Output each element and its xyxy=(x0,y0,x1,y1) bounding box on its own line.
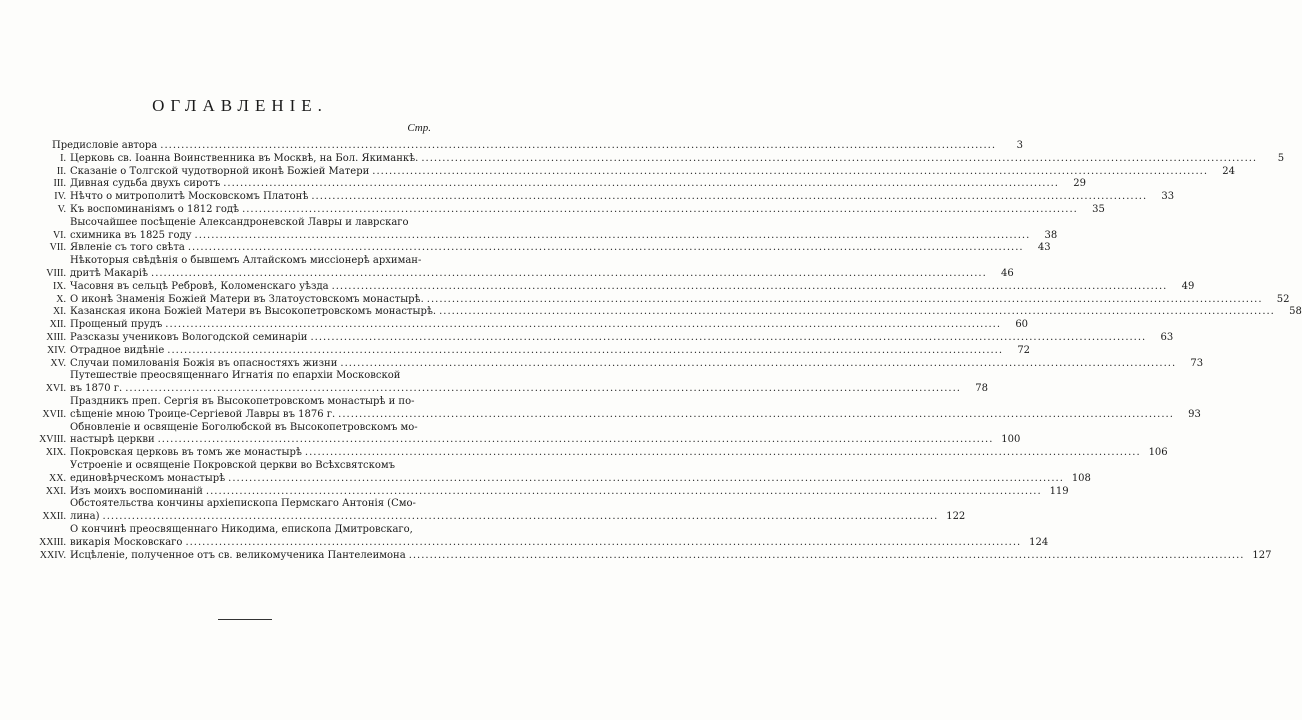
toc-entry-page: 124 xyxy=(1029,536,1049,548)
toc-entry-title: настырѣ церкви xyxy=(70,434,155,446)
toc-entry-title: Церковь св. Іоанна Воинственника въ Москвѣ, на Бол. Якиманкѣ. xyxy=(70,152,419,164)
dot-leader: ........................................................................................................................................................................................................ xyxy=(331,280,1168,292)
toc-entry-page: 43 xyxy=(1037,242,1051,254)
toc-entry xyxy=(30,523,1049,550)
toc-entry-page: 49 xyxy=(1181,280,1195,292)
toc-entry-number: XIV. xyxy=(47,344,66,356)
toc-entry-number: XIX. xyxy=(45,447,66,459)
dot-leader: ........................................................................................................................................................................................................ xyxy=(223,178,1059,190)
toc-entry-title: Казанская икона Божіей Матери въ Высокопетровскомъ монастырѣ. xyxy=(70,306,437,318)
toc-entry xyxy=(30,152,1285,166)
toc-entry-page: 73 xyxy=(1190,357,1204,369)
toc-entry-title: Обновленіе и освященіе Боголюбской въ Высокопетровскомъ мо- xyxy=(70,421,418,433)
dot-leader: ........................................................................................................................................................................................................ xyxy=(228,472,1064,484)
toc-entry xyxy=(30,203,1105,217)
dot-leader: ........................................................................................................................................................................................................ xyxy=(185,536,1022,548)
toc-entry-page: 52 xyxy=(1276,293,1290,305)
toc-entry-number: XVIII. xyxy=(39,434,66,446)
toc-entry-title: Нѣчто о митрополитѣ Московскомъ Платонѣ xyxy=(70,191,309,203)
page-title: ОГЛАВЛЕНІЕ. xyxy=(152,96,328,115)
toc-entry xyxy=(30,485,1069,499)
toc-entry-page: 24 xyxy=(1222,165,1236,177)
toc-entry-title: Случаи помилованія Божія въ опасностяхъ жизни xyxy=(70,357,338,369)
dot-leader: ........................................................................................................................................................................................................ xyxy=(311,191,1148,203)
dot-leader: ........................................................................................................................................................................................................ xyxy=(372,165,1209,177)
toc-entry xyxy=(30,191,1175,204)
toc-entry-number: X. xyxy=(56,293,66,305)
toc-entry-title: Нѣкоторыя свѣдѣнія о бывшемъ Алтайскомъ миссіонерѣ архиман- xyxy=(70,255,422,267)
dot-leader: ........................................................................................................................................................................................................ xyxy=(125,383,961,395)
toc-entry-title: Обстоятельства кончины архіепископа Пермскаго Антонія (Смо- xyxy=(70,498,416,510)
dot-leader: ........................................................................................................................................................................................................ xyxy=(187,242,1024,254)
toc-entry-title: Сказаніе о Толгской чудотворной иконѣ Божіей Матери xyxy=(70,165,370,177)
toc-entry-title: Устроеніе и освященіе Покровской церкви во Всѣхсвятскомъ xyxy=(70,459,395,471)
toc-entry-title: сѣщеніе мною Троице-Сергіевой Лавры въ 1876 г. xyxy=(70,408,336,420)
toc-entry-page: 5 xyxy=(1277,152,1285,164)
toc-entry-number: VI. xyxy=(52,229,66,241)
toc-entry-page: 106 xyxy=(1148,447,1168,459)
toc-entry-number: XV. xyxy=(50,357,66,369)
dot-leader: ........................................................................................................................................................................................................ xyxy=(157,434,994,446)
toc-entry-page: 33 xyxy=(1161,191,1175,203)
toc-entry xyxy=(30,344,1031,358)
toc-entry-title: единовѣрческомъ монастырѣ xyxy=(70,472,226,484)
toc-entry-title: Праздникъ преп. Сергія въ Высокопетровскомъ монастырѣ и по- xyxy=(70,395,415,407)
toc-entry-title: схимника въ 1825 году xyxy=(70,229,192,241)
toc-entry-number: XXI. xyxy=(45,485,66,497)
toc-entry-title: О иконѣ Знаменія Божіей Матери въ Златоустовскомъ монастырѣ. xyxy=(70,293,424,305)
toc-entry xyxy=(30,549,1272,563)
toc-entry-title: викарія Московскаго xyxy=(70,536,183,548)
toc-entry xyxy=(30,370,988,396)
toc-entry xyxy=(30,165,1236,179)
toc-entry-title: Предисловіе автора xyxy=(52,140,158,151)
toc-entry xyxy=(30,140,1024,153)
dot-leader: ........................................................................................................................................................................................................ xyxy=(165,319,1002,331)
toc-entry-number: XX. xyxy=(49,472,66,484)
toc-entry-number: V. xyxy=(57,203,66,215)
toc-entry xyxy=(30,280,1195,294)
toc-entry-page: 93 xyxy=(1188,408,1201,420)
closing-rule xyxy=(218,619,272,620)
toc-entry-page: 78 xyxy=(975,383,988,395)
dot-leader: ........................................................................................................................................................................................................ xyxy=(167,344,1004,356)
toc-entry-title: Высочайшее посѣщеніе Александроневской Лавры и лаврскаго xyxy=(70,216,409,228)
toc-entry-page: 100 xyxy=(1001,434,1021,446)
toc-entry-title: Изъ моихъ воспоминаній xyxy=(70,485,203,497)
toc-entry-number: VII. xyxy=(49,242,66,254)
toc-entry-page: 38 xyxy=(1044,229,1058,241)
dot-leader: ........................................................................................................................................................................................................ xyxy=(426,293,1263,305)
toc-entry-page: 29 xyxy=(1073,178,1086,190)
toc-entry-page: 46 xyxy=(1001,267,1014,279)
toc-entry xyxy=(30,447,1168,460)
toc-entry-title: Прощеный прудъ xyxy=(70,319,163,331)
toc-entry-title: О кончинѣ преосвященнаго Никодима, епископа Дмитровскаго, xyxy=(70,523,413,535)
dot-leader: ........................................................................................................................................................................................................ xyxy=(205,485,1042,497)
toc-entry xyxy=(30,255,1014,281)
dot-leader: ........................................................................................................................................................................................................ xyxy=(304,447,1141,459)
toc-entry-number: IV. xyxy=(54,191,66,203)
toc-entry-title: лина) xyxy=(70,511,100,523)
toc-entry-page: 108 xyxy=(1071,472,1091,484)
table-of-contents xyxy=(30,140,1302,562)
toc-entry-number: XXII. xyxy=(42,511,66,523)
toc-entry-title: Путешествіе преосвященнаго Игнатія по епархіи Московской xyxy=(70,370,401,382)
dot-leader: ........................................................................................................................................................................................................ xyxy=(194,229,1031,241)
toc-entry-number: XXIV. xyxy=(39,549,66,561)
toc-entry-page: 60 xyxy=(1015,319,1029,331)
toc-entry-title: Дивная судьба двухъ сиротъ xyxy=(70,178,221,190)
toc-entry-title: Отрадное видѣніе xyxy=(70,344,165,356)
toc-entry-page: 127 xyxy=(1252,549,1272,561)
toc-entry-number: I. xyxy=(60,152,66,164)
toc-entry-page: 35 xyxy=(1092,203,1105,215)
toc-entry xyxy=(30,421,1021,448)
toc-entry-title: Исцѣленіе, полученное отъ св. великомученика Пантелеимона xyxy=(70,549,406,561)
toc-entry xyxy=(30,306,1302,319)
dot-leader: ........................................................................................................................................................................................................ xyxy=(439,306,1275,318)
toc-entry-title: Разсказы учениковъ Вологодской семинаріи xyxy=(70,331,308,343)
toc-entry-title: Часовня въ сельцѣ Ребровѣ, Коломенскаго уѣзда xyxy=(70,280,329,292)
toc-entry-number: XIII. xyxy=(46,331,66,343)
toc-entry-title: Къ воспоминаніямъ о 1812 годѣ xyxy=(70,203,240,215)
dot-leader: ........................................................................................................................................................................................................ xyxy=(421,152,1258,164)
toc-entry-title: въ 1870 г. xyxy=(70,383,123,395)
toc-entry-page: 63 xyxy=(1160,331,1174,343)
toc-entry xyxy=(30,459,1091,486)
toc-entry xyxy=(30,498,966,524)
dot-leader: ........................................................................................................................................................................................................ xyxy=(242,203,1078,215)
dot-leader: ........................................................................................................................................................................................................ xyxy=(151,267,987,279)
dot-leader: ........................................................................................................................................................................................................ xyxy=(338,408,1174,420)
toc-entry xyxy=(30,319,1029,332)
dot-leader: ........................................................................................................................................................................................................ xyxy=(340,357,1177,369)
toc-entry xyxy=(30,395,1201,422)
toc-entry-number: XVI. xyxy=(45,383,66,395)
toc-entry xyxy=(30,293,1290,307)
toc-entry xyxy=(30,242,1051,255)
toc-entry-title: Покровская церковь въ томъ же монастырѣ xyxy=(70,447,302,459)
toc-entry-page: 3 xyxy=(1016,140,1024,151)
page-column-label: Стр. xyxy=(407,122,431,134)
toc-entry-number: XXIII. xyxy=(39,536,66,548)
dot-leader: ........................................................................................................................................................................................................ xyxy=(160,140,997,151)
dot-leader: ........................................................................................................................................................................................................ xyxy=(102,511,939,523)
toc-entry xyxy=(30,331,1174,345)
toc-entry-page: 72 xyxy=(1017,344,1031,356)
toc-entry-page: 119 xyxy=(1049,485,1069,497)
toc-entry-number: XI. xyxy=(52,306,66,318)
toc-entry-title: дритѣ Макаріѣ xyxy=(70,267,149,279)
toc-entry xyxy=(30,178,1086,191)
toc-entry-number: VIII. xyxy=(46,267,66,279)
dot-leader: ........................................................................................................................................................................................................ xyxy=(408,549,1245,561)
toc-entry-page: 122 xyxy=(946,511,966,523)
toc-entry-number: IX. xyxy=(52,280,66,292)
toc-entry xyxy=(30,216,1058,243)
toc-entry-number: XVII. xyxy=(42,408,66,420)
toc-entry-title: Явленіе съ того свѣта xyxy=(70,242,185,254)
toc-entry-page: 58 xyxy=(1289,306,1302,318)
dot-leader: ........................................................................................................................................................................................................ xyxy=(310,331,1147,343)
toc-entry xyxy=(30,357,1204,371)
toc-entry-number: XII. xyxy=(49,319,66,331)
toc-entry-number: II. xyxy=(56,165,66,177)
toc-entry-number: III. xyxy=(53,178,66,190)
